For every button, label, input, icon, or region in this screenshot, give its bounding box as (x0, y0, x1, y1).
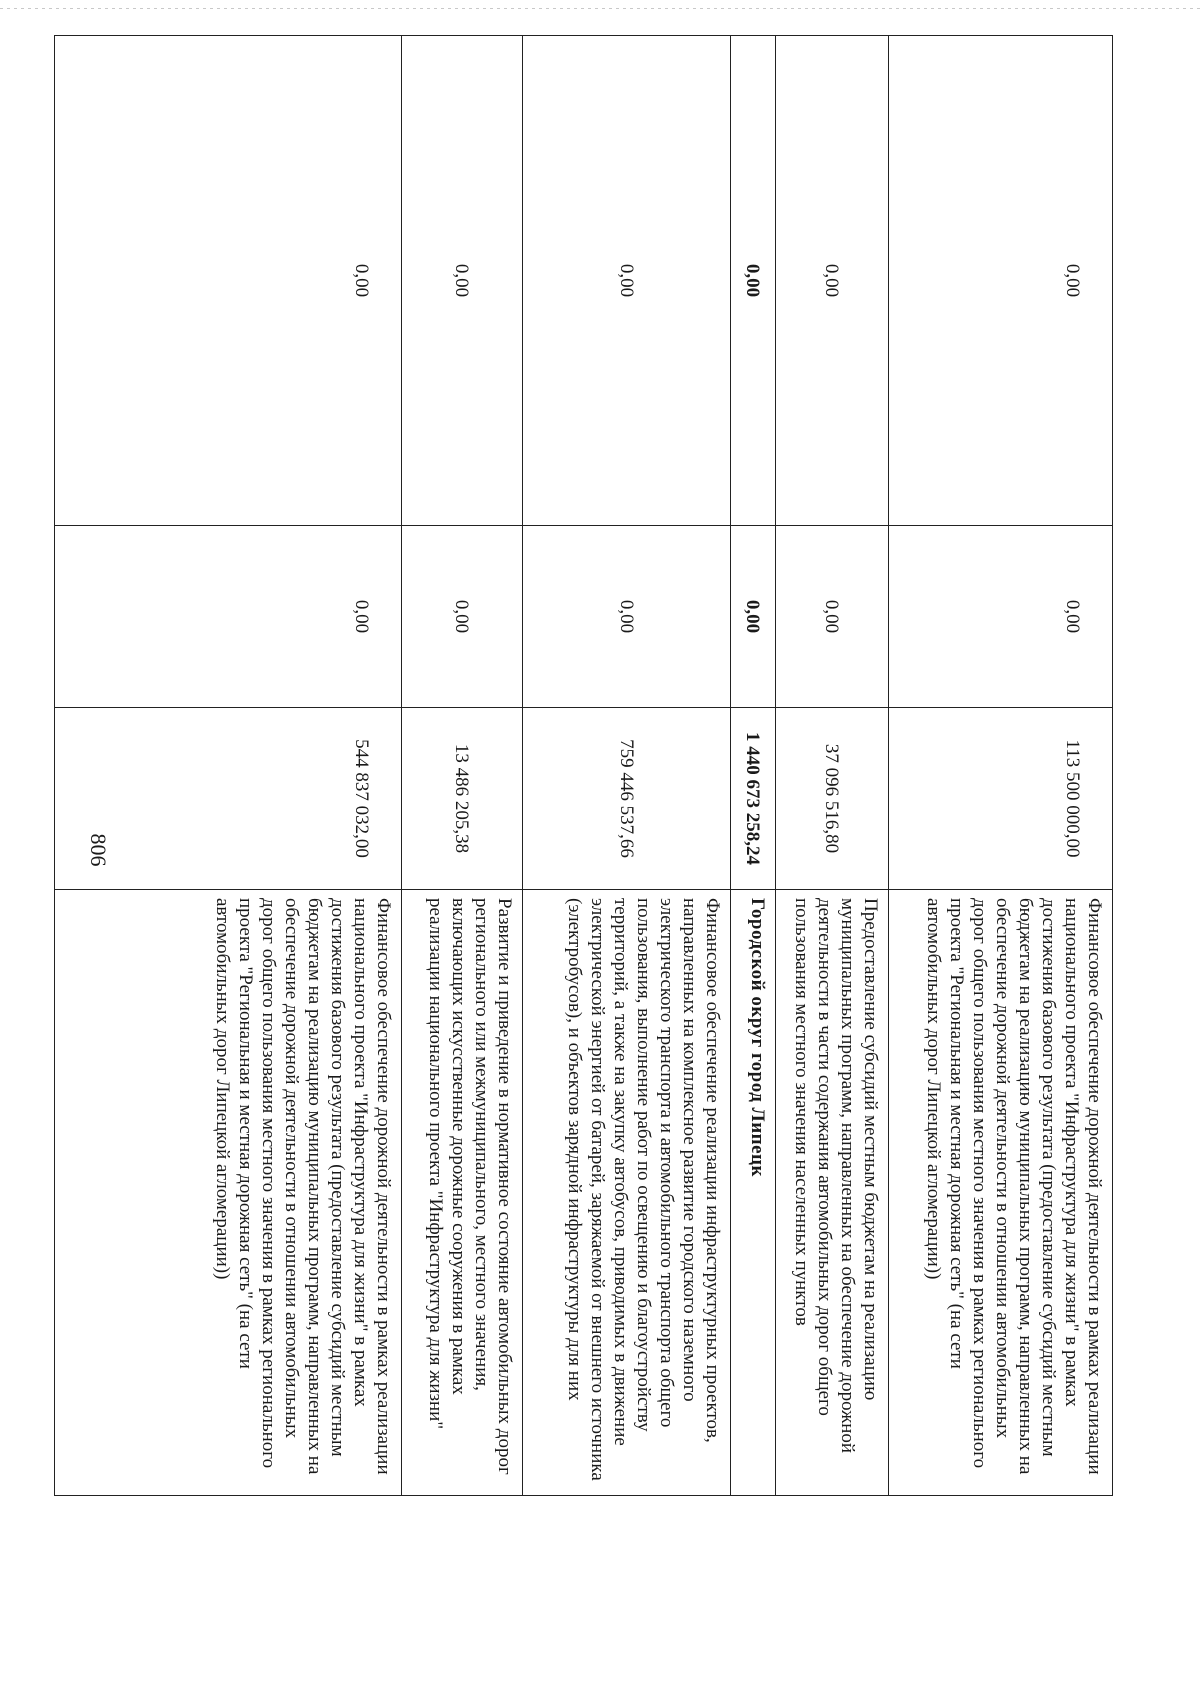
page-number: 806 (86, 833, 111, 867)
amount-cell: 13 486 205,38 (402, 708, 523, 890)
table-row (776, 36, 889, 1496)
value-col2: 0,00 (55, 526, 402, 708)
amount-cell: 113 500 000,00 (889, 708, 1113, 890)
description-cell: Предоставление субсидий местным бюджетам на реализацию муниципальных программ, направленных на обеспечение дорожной деятельности в части содержания автомобильных дорог общего пользования местного значения населенных пунктов (776, 890, 889, 1496)
value-col3: 0,00 (402, 36, 523, 526)
value-col3: 0,00 (889, 36, 1113, 526)
table-row (523, 36, 731, 1496)
table-row (402, 36, 523, 1496)
value-col3: 0,00 (731, 36, 776, 526)
description-cell: Городской округ город Липецк (731, 890, 776, 1496)
description-cell: Развитие и приведение в нормативное состояние автомобильных дорог регионального или межмуниципального, местного значения, включающих искусственные дорожные сооружения в рамках реализации национального проекта "Инфраструктура для жизни" (402, 890, 523, 1496)
table-row (55, 36, 402, 1496)
scan-edge-line (0, 8, 1200, 9)
description-cell: Финансовое обеспечение дорожной деятельности в рамках реализации национального проекта "Инфраструктура для жизни" в рамках достижения базового результата (предоставление субсидий местным бюджетам на реализацию муниципальных программ, направленных на обеспечение дорожной деятельности в отношении автомобильных дорог общего пользования местного значения в рамках регионального проекта "Региональная и местная дорожная сеть" (на сети автомобильных дорог Липецкой агломерации)) (55, 890, 402, 1496)
value-col2: 0,00 (889, 526, 1113, 708)
value-col3: 0,00 (776, 36, 889, 526)
value-col2: 0,00 (402, 526, 523, 708)
amount-cell: 1 440 673 258,24 (731, 708, 776, 890)
table-row (889, 36, 1113, 1496)
value-col2: 0,00 (523, 526, 731, 708)
value-col2: 0,00 (776, 526, 889, 708)
value-col3: 0,00 (523, 36, 731, 526)
amount-cell: 37 096 516,80 (776, 708, 889, 890)
budget-table (54, 35, 1113, 1496)
value-col2: 0,00 (731, 526, 776, 708)
description-cell: Финансовое обеспечение реализации инфраструктурных проектов, направленных на комплексное развитие городского наземного электрического транспорта и автомобильного транспорта общего пользования, выполнение работ по освещению и благоустройству территорий, а также на закупку автобусов, приводимых в движение электрической энергией от батарей, заряжаемой от внешнего источника (электробусов), и объектов зарядной инфраструктуры для них (523, 890, 731, 1496)
amount-cell: 759 446 537,66 (523, 708, 731, 890)
value-col3: 0,00 (55, 36, 402, 526)
description-cell: Финансовое обеспечение дорожной деятельности в рамках реализации национального проекта "Инфраструктура для жизни" в рамках достижения базового результата (предоставление субсидий местным бюджетам на реализацию муниципальных программ, направленных на обеспечение дорожной деятельности в отношении автомобильных дорог общего пользования местного значения в рамках регионального проекта "Региональная и местная дорожная сеть" (на сети автомобильных дорог Липецкой агломерации)) (889, 890, 1113, 1496)
amount-cell: 544 837 032,00 (55, 708, 402, 890)
rotated-table-container (55, 35, 1113, 1495)
table-row-total (731, 36, 776, 1496)
